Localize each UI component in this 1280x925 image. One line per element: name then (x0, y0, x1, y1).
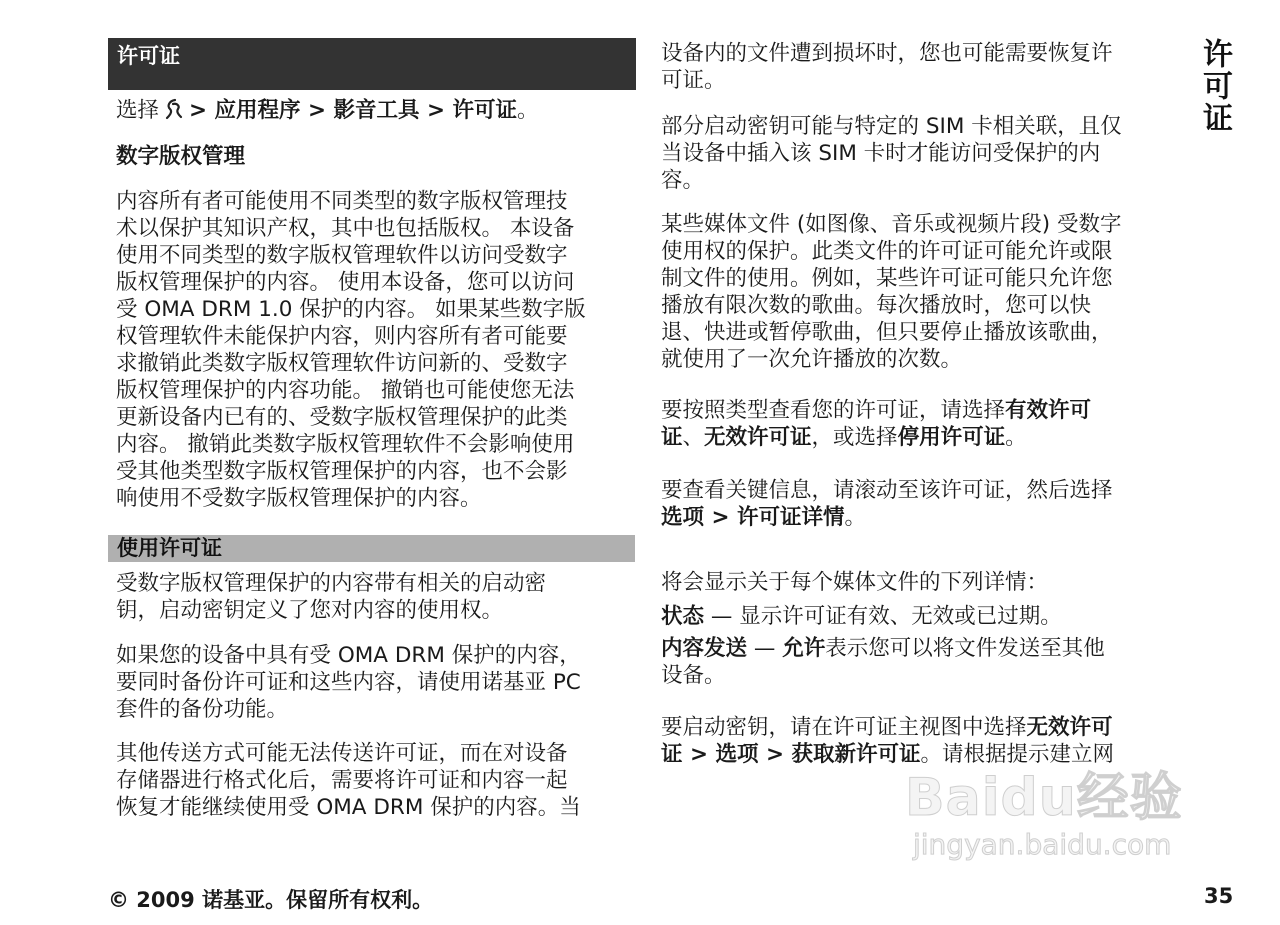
text-line: 更新设备内已有的、受数字版权管理保护的此类 (116, 405, 568, 430)
text-line: 可证。 (661, 68, 726, 93)
text-line: 播放有限次数的歌曲。每次播放时，您可以快 (661, 293, 1092, 318)
dash-text: — (747, 636, 783, 661)
nav-path-text: > 应用程序 > 影音工具 > 许可证 (189, 98, 517, 123)
arrow-text: > (758, 742, 792, 767)
text-line: 套件的备份功能。 (116, 697, 289, 722)
invalid-license-link-2-end[interactable]: 证 (661, 742, 683, 767)
options-link[interactable]: 选项 (661, 505, 705, 530)
send-item (661, 635, 1176, 689)
text-line: 制文件的使用。例如，某些许可证可能只允许您 (661, 266, 1113, 291)
status-desc: 显示许可证有效、无效或已过期。 (739, 604, 1062, 629)
right-paragraph-2 (661, 113, 1176, 194)
text-span: 要按照类型查看您的许可证，请选择 (661, 398, 1006, 423)
text-line: 设备。 (661, 663, 726, 688)
text-span: 、 (682, 425, 705, 450)
right-paragraph-3 (661, 211, 1176, 373)
left-paragraph-3 (116, 740, 636, 821)
dash-text: — (704, 604, 740, 629)
text-line: 使用权的保护。此类文件的许可证可能允许或限 (661, 239, 1113, 264)
watermark-logo: Baidu经验 (905, 768, 1183, 828)
watermark (905, 768, 1205, 878)
left-paragraph-1 (116, 570, 636, 624)
text-line: 某些媒体文件 (如图像、音乐或视频片段) 受数字 (661, 212, 1122, 237)
drm-paragraph (116, 188, 636, 512)
text-line: 如果您的设备中具有受 OMA DRM 保护的内容， (116, 643, 581, 668)
text-line: 其他传送方式可能无法传送许可证，而在对设备 (116, 741, 568, 766)
valid-license-link-end[interactable]: 证 (661, 425, 683, 450)
section-header-use-license: 使用许可证 (108, 535, 635, 562)
text-line: 当设备中插入该 SIM 卡时才能访问受保护的内 (661, 141, 1101, 166)
text-line: 内容所有者可能使用不同类型的数字版权管理技 (116, 189, 568, 214)
text-line: 权管理软件未能保护内容，则内容所有者可能要 (116, 324, 568, 349)
right-paragraph-1 (661, 40, 1176, 94)
text-line: 术以保护其知识产权，其中也包括版权。 本设备 (116, 216, 575, 241)
text-line: 内容。 撤销此类数字版权管理软件不会影响使用 (116, 432, 575, 457)
send-term: 内容发送 (661, 636, 748, 661)
nav-suffix: 。 (517, 98, 539, 123)
text-line: 退、快进或暂停歌曲，但只要停止播放该歌曲， (661, 320, 1113, 345)
activate-key (661, 714, 1176, 768)
details-intro: 将会显示关于每个媒体文件的下列详情： (661, 570, 1049, 595)
arrow-text: > (682, 742, 716, 767)
text-line: 恢复才能继续使用受 OMA DRM 保护的内容。当 (116, 795, 581, 820)
text-line: 受 OMA DRM 1.0 保护的内容。 如果某些数字版 (116, 297, 586, 322)
status-item (661, 603, 1062, 630)
allow-text: 允许 (782, 636, 826, 661)
text-line: 响使用不受数字版权管理保护的内容。 (116, 486, 482, 511)
footer-copyright: © 2009 诺基亚。保留所有权利。 (108, 888, 434, 912)
nav-prefix: 选择 (116, 98, 160, 123)
text-line: 要同时备份许可证和这些内容，请使用诺基亚 PC (116, 670, 581, 695)
text-line: 求撤销此类数字版权管理软件访问新的、受数字 (116, 351, 568, 376)
text-line: 受其他类型数字版权管理保护的内容，也不会影 (116, 459, 568, 484)
invalid-license-link-2[interactable]: 无效许可 (1026, 715, 1113, 740)
text-line: 受数字版权管理保护的内容带有相关的启动密 (116, 571, 547, 596)
drm-heading: 数字版权管理 (116, 144, 246, 169)
text-line: 设备内的文件遭到损坏时，您也可能需要恢复许 (661, 41, 1113, 66)
page-number: 35 (1204, 884, 1234, 908)
invalid-license-link[interactable]: 无效许可证 (704, 425, 812, 450)
text-line: 部分启动密钥可能与特定的 SIM 卡相关联，且仅 (661, 114, 1122, 139)
text-line: 钥，启动密钥定义了您对内容的使用权。 (116, 598, 504, 623)
key-info (661, 477, 1176, 531)
arrow-text: > (704, 505, 738, 530)
text-line: 就使用了一次允许播放的次数。 (661, 347, 963, 372)
get-new-license-link[interactable]: 获取新许可证 (791, 742, 921, 767)
watermark-url: jingyan.baidu.com (913, 828, 1172, 861)
valid-license-link[interactable]: 有效许可 (1005, 398, 1092, 423)
nav-path (116, 97, 539, 124)
text-span: 要启动密钥，请在许可证主视图中选择 (661, 715, 1027, 740)
text-line: 使用不同类型的数字版权管理软件以访问受数字 (116, 243, 568, 268)
text-span: 。 (844, 505, 867, 530)
options-link-2[interactable]: 选项 (715, 742, 759, 767)
text-span: 。 (1005, 425, 1027, 450)
send-desc: 表示您可以将文件发送至其他 (825, 636, 1105, 661)
text-span: 。请根据提示建立网 (920, 742, 1115, 767)
section-header-license: 许可证 (108, 38, 636, 90)
view-by-type (661, 397, 1176, 451)
side-title: 许可证 (1197, 38, 1232, 134)
text-line: 存储器进行格式化后，需要将许可证和内容一起 (116, 768, 568, 793)
text-span: ，或选择 (811, 425, 898, 450)
status-term: 状态 (661, 604, 705, 629)
text-line: 版权管理保护的内容功能。 撤销也可能使您无法 (116, 378, 575, 403)
text-line: 版权管理保护的内容。 使用本设备，您可以访问 (116, 270, 575, 295)
menu-icon (165, 98, 183, 120)
left-paragraph-2 (116, 642, 636, 723)
text-line: 要查看关键信息，请滚动至该许可证，然后选择 (661, 478, 1113, 503)
text-line: 容。 (661, 168, 705, 193)
disabled-license-link[interactable]: 停用许可证 (897, 425, 1006, 450)
license-details-link[interactable]: 许可证详情 (737, 505, 845, 530)
